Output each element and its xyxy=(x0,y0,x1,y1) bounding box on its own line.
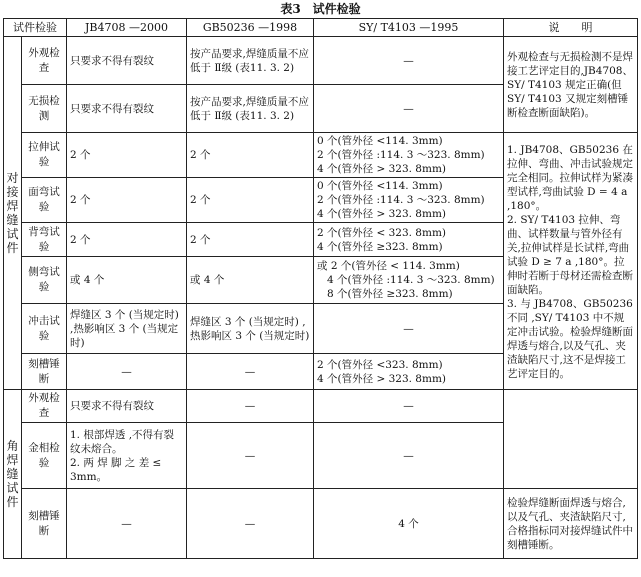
group-label-butt: 对接焊缝试件 xyxy=(4,37,22,390)
jb-cell: 只要求不得有裂纹 xyxy=(67,85,187,133)
note-cell xyxy=(504,390,638,489)
gb-cell: 或 4 个 xyxy=(187,257,314,304)
item-label: 无损检测 xyxy=(22,85,67,133)
gb-cell: — xyxy=(187,423,314,489)
gb-cell: 按产品要求,焊缝质量不应低于 Ⅱ级 (表11. 3. 2) xyxy=(187,37,314,85)
sy-cell: — xyxy=(314,390,504,423)
jb-cell: 2 个 xyxy=(67,223,187,257)
sy-line: 4 个(管外径 > 323. 8mm) xyxy=(317,208,446,220)
jb-cell: 2 个 xyxy=(67,133,187,178)
sy-cell: 4 个 xyxy=(314,489,504,559)
sy-line: 2 个(管外径 :114. 3 ～323. 8mm) xyxy=(317,194,485,206)
sy-line: 0 个(管外径 <114. 3mm) xyxy=(317,180,443,192)
sy-cell: — xyxy=(314,37,504,85)
jb-cell: — xyxy=(67,489,187,559)
jb-cell: 2 个 xyxy=(67,178,187,223)
item-label: 拉伸试验 xyxy=(22,133,67,178)
sy-line: 2 个(管外径 < 323. 8mm) xyxy=(317,226,446,239)
sy-cell xyxy=(314,178,504,223)
sy-line: 2 个(管外径 :114. 3 ～323. 8mm) xyxy=(317,149,485,161)
table-row xyxy=(4,489,638,559)
sy-line: 4 个(管外径 :114. 3 ～323. 8mm) xyxy=(327,274,495,286)
note-cell: 1. JB4708、GB50236 在拉伸、弯曲、冲击试验规定完全相同。拉伸试样为紧凑型试样,弯曲试验 D = 4 a ,180°。 2. SY/ T4103 拉伸、弯曲、试样数量与管外径有关,拉伸试样是长试样,弯曲试验 D ≥ 7 a ,180°。拉伸时若断于母材还需检查断面缺陷。 3. 与 JB4708、GB50236 不同 ,SY/ T4103 中不规定冲击试验。检验焊缝断面焊透与熔合,以及气孔、夹渣缺陷尺寸,这不是焊接工艺评定目的。 xyxy=(504,133,638,390)
header-gb50236: GB50236 —1998 xyxy=(187,19,314,37)
item-label: 冲击试验 xyxy=(22,304,67,354)
note-cell: 外观检查与无损检测不是焊接工艺评定目的,JB4708、SY/ T4103 规定正确(但 SY/ T4103 又规定刻槽锤断检查断面缺陷)。 xyxy=(504,37,638,133)
sy-cell xyxy=(314,257,504,304)
sy-cell xyxy=(314,223,504,257)
header-inspection: 试件检验 xyxy=(4,19,67,37)
item-label: 面弯试验 xyxy=(22,178,67,223)
specimen-inspection-table xyxy=(3,18,638,559)
group-label-fillet: 角焊缝试件 xyxy=(4,390,22,559)
item-label: 侧弯试验 xyxy=(22,257,67,304)
gb-cell: 焊缝区 3 个 (当规定时) ,热影响区 3 个 (当规定时) xyxy=(187,304,314,354)
note-cell: 检验焊缝断面焊透与熔合,以及气孔、夹渣缺陷尺寸,合格指标同对接焊缝试件中刻槽锤断。 xyxy=(504,489,638,559)
sy-line: 4 个(管外径 ≥323. 8mm) xyxy=(317,240,443,253)
item-label: 刻槽锤断 xyxy=(22,354,67,390)
header-notes: 说 明 xyxy=(504,19,638,37)
sy-cell xyxy=(314,354,504,390)
jb-cell: 只要求不得有裂纹 xyxy=(67,37,187,85)
header-sy-t4103: SY/ T4103 —1995 xyxy=(314,19,504,37)
gb-cell: 按产品要求,焊缝质量不应低于 Ⅱ级 (表11. 3. 2) xyxy=(187,85,314,133)
sy-line: 0 个(管外径 <114. 3mm) xyxy=(317,135,443,147)
gb-cell: 2 个 xyxy=(187,133,314,178)
header-jb4708: JB4708 —2000 xyxy=(67,19,187,37)
item-label: 刻槽锤断 xyxy=(22,489,67,559)
sy-line: 4 个(管外径 > 323. 8mm) xyxy=(317,372,446,385)
sy-line: 4 个(管外径 > 323. 8mm) xyxy=(317,163,446,175)
sy-cell xyxy=(314,133,504,178)
jb-cell: 焊缝区 3 个 (当规定时) ,热影响区 3 个 (当规定时) xyxy=(67,304,187,354)
header-row xyxy=(4,19,638,37)
sy-line: 8 个(管外径 ≥323. 8mm) xyxy=(327,288,453,300)
table-title: 表3 试件检验 xyxy=(280,2,361,16)
item-label: 外观检查 xyxy=(22,37,67,85)
jb-cell: 只要求不得有裂纹 xyxy=(67,390,187,423)
item-label: 外观检查 xyxy=(22,390,67,423)
jb-cell: — xyxy=(67,354,187,390)
sy-line: 或 2 个(管外径 < 114. 3mm) xyxy=(317,260,460,272)
item-label: 金相检验 xyxy=(22,423,67,489)
sy-cell: — xyxy=(314,423,504,489)
table-row xyxy=(4,390,638,423)
sy-cell: — xyxy=(314,85,504,133)
gb-cell: — xyxy=(187,390,314,423)
gb-cell: — xyxy=(187,354,314,390)
sy-line: 2 个(管外径 <323. 8mm) xyxy=(317,358,443,371)
sy-cell: — xyxy=(314,304,504,354)
gb-cell: 2 个 xyxy=(187,178,314,223)
gb-cell: — xyxy=(187,489,314,559)
gb-cell: 2 个 xyxy=(187,223,314,257)
table-row xyxy=(4,133,638,178)
jb-cell: 1. 根部焊透 ,不得有裂纹未熔合。 2. 两 焊 脚 之 差 ≤ 3mm。 xyxy=(67,423,187,489)
table-row xyxy=(4,37,638,85)
jb-cell: 或 4 个 xyxy=(67,257,187,304)
item-label: 背弯试验 xyxy=(22,223,67,257)
